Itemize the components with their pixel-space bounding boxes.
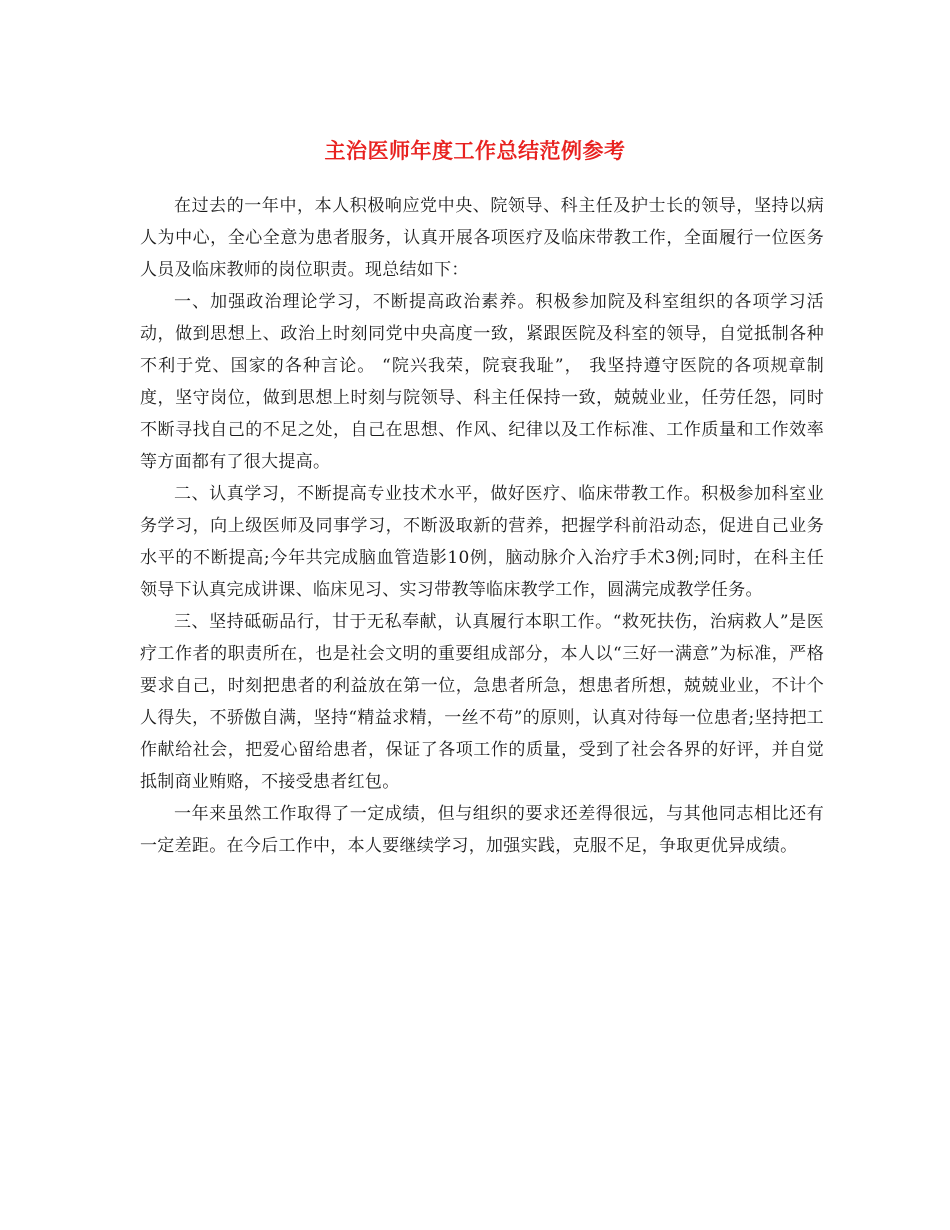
paragraph-section-3: 三、坚持砥砺品行，甘于无私奉献，认真履行本职工作。“救死扶伤，治病救人”是医疗工作者的职责所在，也是社会文明的重要组成部分，本人以“三好一满意”为标准，严格要求自己，时刻把患者的利益放在第一位，急患者所急，想患者所想，兢兢业业，不计个人得失，不骄傲自满，坚持“精益求精，一丝不苟”的原则，认真对待每一位患者;坚持把工作献给社会，把爱心留给患者，保证了各项工作的质量，受到了社会各界的好评，并自觉抵制商业贿赂，不接受患者红包。 (140, 612, 824, 792)
paragraph-intro: 在过去的一年中，本人积极响应党中央、院领导、科主任及护士长的领导，坚持以病人为中心，全心全意为患者服务，认真开展各项医疗及临床带教工作，全面履行一位医务人员及临床教师的岗位职责。现总结如下： (140, 196, 824, 280)
document-title: 主治医师年度工作总结范例参考 (324, 139, 626, 164)
document-body (140, 190, 824, 862)
paragraph-conclusion: 一年来虽然工作取得了一定成绩，但与组织的要求还差得很远，与其他同志相比还有一定差距。在今后工作中，本人要继续学习，加强实践，克服不足，争取更优异成绩。 (140, 804, 824, 856)
paragraph-section-2: 二、认真学习，不断提高专业技术水平，做好医疗、临床带教工作。积极参加科室业务学习，向上级医师及同事学习，不断汲取新的营养，把握学科前沿动态，促进自己业务水平的不断提高;今年共完成脑血管造影10例，脑动脉介入治疗手术3例;同时，在科主任领导下认真完成讲课、临床见习、实习带教等临床教学工作，圆满完成教学任务。 (140, 484, 824, 600)
paragraph-section-1: 一、加强政治理论学习，不断提高政治素养。积极参加院及科室组织的各项学习活动，做到思想上、政治上时刻同党中央高度一致，紧跟医院及科室的领导，自觉抵制各种不利于党、国家的各种言论。 “院兴我荣，院衰我耻”， 我坚持遵守医院的各项规章制度，坚守岗位，做到思想上时刻与院领导、科主任保持一致，兢兢业业，任劳任怨，同时不断寻找自己的不足之处，自己在思想、作风、纪律以及工作标准、工作质量和工作效率等方面都有了很大提高。 (140, 292, 824, 472)
